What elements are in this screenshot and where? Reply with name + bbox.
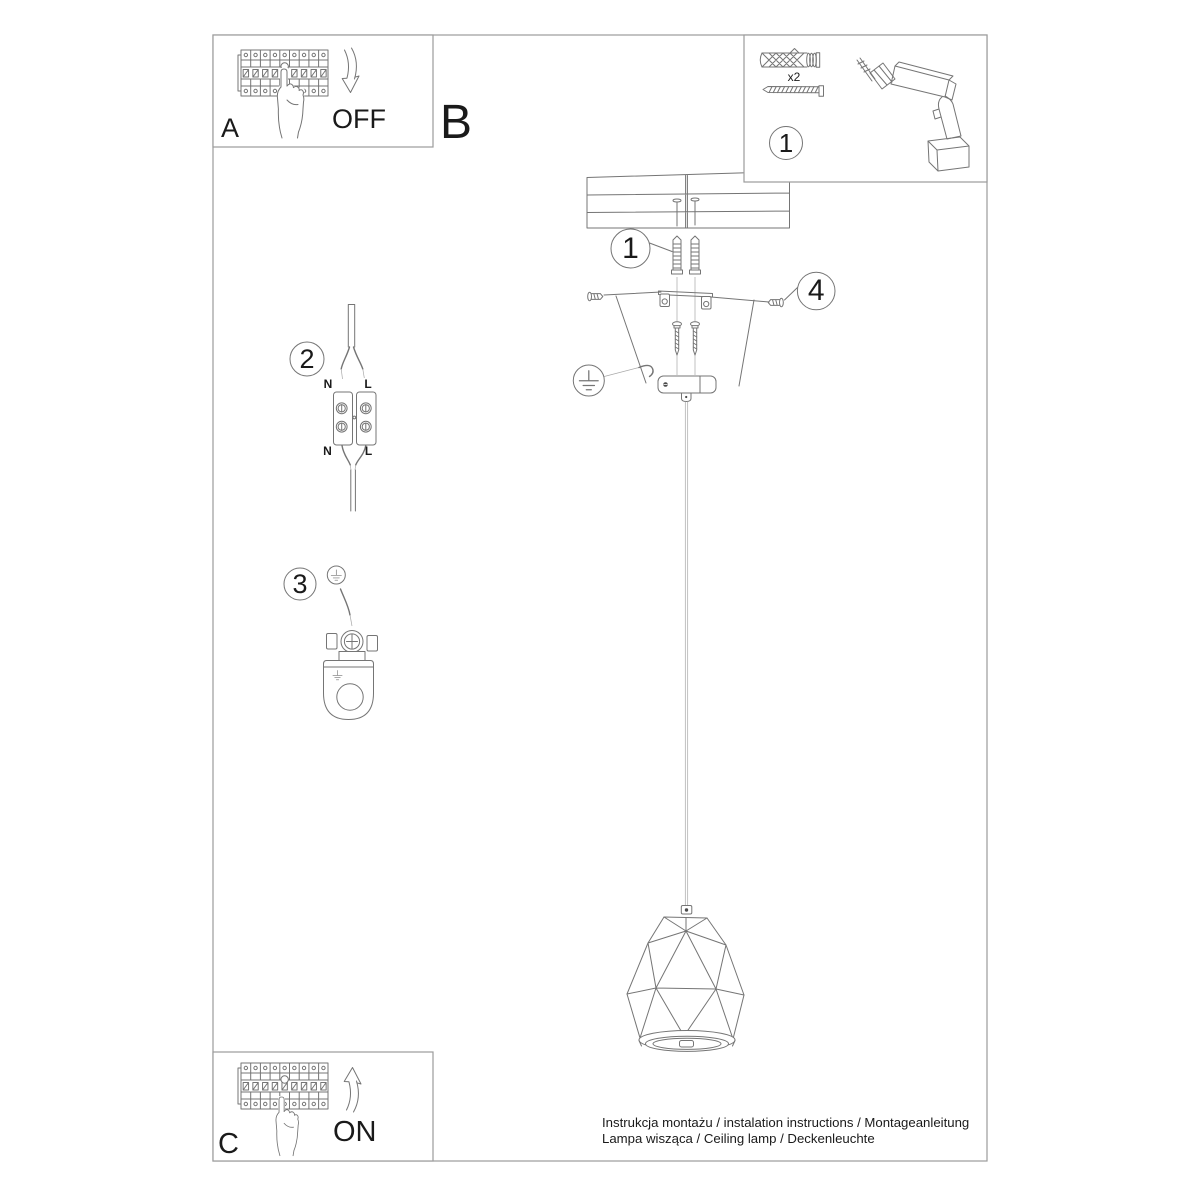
box-c	[213, 1052, 433, 1161]
ground-clamp-icon	[327, 631, 378, 661]
anchor-icon	[690, 236, 701, 274]
anchor-icon	[672, 236, 683, 274]
mount-screw-right-icon	[768, 298, 783, 307]
box-a-action-label: OFF	[332, 104, 386, 134]
wire-label-n-bottom: N	[323, 444, 332, 458]
wire-label-n-top: N	[323, 377, 333, 391]
long-screw-icon	[691, 322, 700, 355]
box-c-label: C	[218, 1128, 239, 1160]
leader-lines	[604, 292, 769, 302]
footer-line2: Lampa wisząca / Ceiling lamp / Deckenleuchte	[602, 1131, 875, 1146]
terminal-block-icon	[334, 392, 377, 445]
footer-line1: Instrukcja montażu / instalation instructions / Montageanleitung	[602, 1115, 970, 1130]
tools-step-number: 1	[778, 128, 794, 158]
canopy-cover-outline	[616, 296, 754, 386]
mains-cable-top-icon	[341, 305, 364, 380]
box-a-label: A	[221, 113, 240, 143]
canopy-icon	[658, 376, 716, 402]
step2-number: 2	[299, 343, 315, 374]
page-border	[213, 35, 987, 1161]
mounting-bracket-icon	[659, 291, 713, 309]
socket-icon	[680, 1041, 694, 1048]
wire-label-l-bottom: L	[364, 444, 373, 458]
long-screw-icon	[673, 322, 682, 355]
mount-screw-left-icon	[588, 292, 603, 301]
step2-group	[290, 305, 376, 512]
box-c-action-label: ON	[333, 1116, 377, 1148]
pilot-screw-icon	[673, 199, 681, 226]
box-a	[213, 35, 433, 147]
anchor-quantity-label: x2	[787, 70, 801, 84]
wire-label-l-top: L	[364, 377, 372, 391]
step1-number: 1	[622, 231, 639, 265]
ground-wire-icon	[341, 589, 351, 615]
step4-number: 4	[807, 273, 825, 307]
power-cable-icon	[685, 402, 687, 907]
section-b-label: B	[440, 96, 473, 149]
step3-number: 3	[292, 568, 308, 599]
tools-box	[744, 35, 987, 182]
lamp-shade-icon	[627, 906, 744, 1052]
ground-lug-icon	[324, 661, 374, 720]
